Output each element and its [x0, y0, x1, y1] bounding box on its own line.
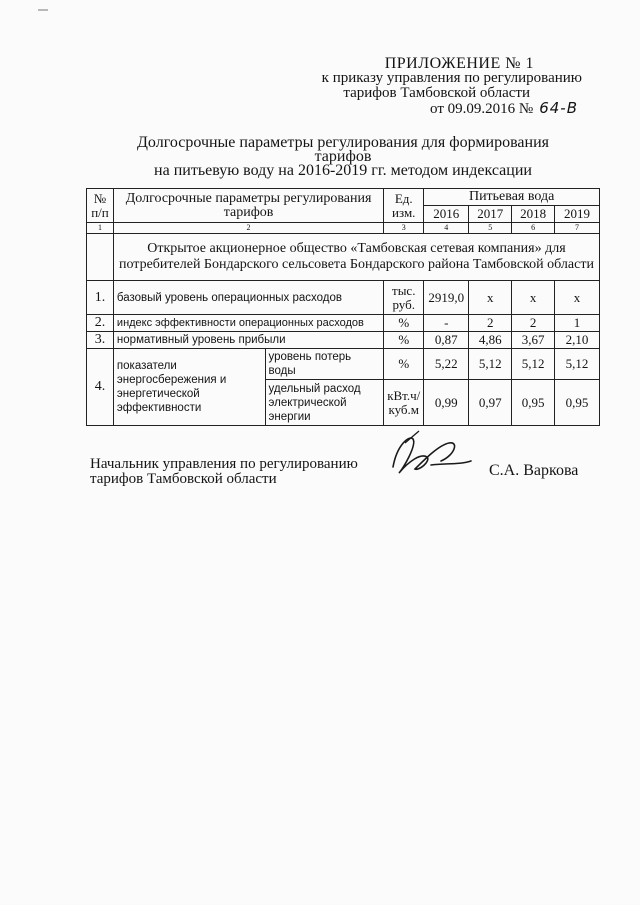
row-unit: % — [384, 349, 424, 380]
column-index: 4 — [424, 223, 469, 234]
column-index: 1 — [87, 223, 114, 234]
row-name: базовый уровень операционных расходов — [113, 281, 383, 315]
header-year-2019: 2019 — [555, 206, 600, 223]
row-num: 4. — [87, 349, 114, 426]
organization-spacer — [87, 234, 114, 281]
row-value: х — [555, 281, 600, 315]
row-value: х — [469, 281, 512, 315]
row-value: 0,97 — [469, 380, 512, 426]
row-value: 0,99 — [424, 380, 469, 426]
row-value: 3,67 — [512, 332, 555, 349]
row-value: 2 — [512, 315, 555, 332]
scan-mark-top — [0, 0, 640, 20]
handwritten-signature — [375, 425, 485, 485]
row-subname: уровень потерь воды — [265, 349, 384, 380]
row-value: 2 — [469, 315, 512, 332]
organization-row — [87, 234, 600, 281]
column-index: 2 — [113, 223, 383, 234]
header-year-2018: 2018 — [512, 206, 555, 223]
row-num: 1. — [87, 281, 114, 315]
column-index: 3 — [384, 223, 424, 234]
header-year-2016: 2016 — [424, 206, 469, 223]
parameters-table — [86, 188, 600, 426]
row-value: 5,12 — [555, 349, 600, 380]
table-row — [87, 332, 600, 349]
signer-name: С.А. Варкова — [489, 462, 579, 479]
appendix-order-ref: к приказу управления по регулированию — [321, 70, 582, 86]
row-unit: % — [384, 332, 424, 349]
organization-name: Открытое акционерное общество «Тамбовская сетевая компания» для потребителей Бондарского сельсовета Бондарского района Тамбовской области — [113, 234, 599, 281]
appendix-title: ПРИЛОЖЕНИЕ № 1 — [384, 55, 534, 72]
row-value: 5,12 — [512, 349, 555, 380]
row-num: 3. — [87, 332, 114, 349]
appendix-authority: тарифов Тамбовской области — [343, 85, 530, 101]
header-year-2017: 2017 — [469, 206, 512, 223]
row-name: индекс эффективности операционных расходов — [113, 315, 383, 332]
row-num: 2. — [87, 315, 114, 332]
column-index: 7 — [555, 223, 600, 234]
row-unit: % — [384, 315, 424, 332]
order-number: 64-В — [539, 99, 578, 117]
row-group-name: показатели энергосбережения и энергетической эффективности — [113, 349, 265, 426]
row-value: - — [424, 315, 469, 332]
row-value: 2,10 — [555, 332, 600, 349]
row-value: 4,86 — [469, 332, 512, 349]
row-unit: кВт.ч/куб.м — [384, 380, 424, 426]
row-value: х — [512, 281, 555, 315]
row-value: 5,22 — [424, 349, 469, 380]
header-row — [87, 189, 600, 206]
header-param: Долгосрочные параметры регулирования тарифов — [113, 189, 383, 223]
table-row — [87, 315, 600, 332]
appendix-date: от 09.09.2016 № — [430, 101, 534, 117]
header-num: № п/п — [87, 189, 114, 223]
row-value: 0,87 — [424, 332, 469, 349]
signature-position-line1: Начальник управления по регулированию — [90, 456, 358, 472]
row-value: 1 — [555, 315, 600, 332]
appendix-date-line — [322, 101, 578, 117]
column-index: 5 — [469, 223, 512, 234]
signature-block — [90, 457, 358, 487]
table-row — [87, 349, 600, 380]
row-name: нормативный уровень прибыли — [113, 332, 383, 349]
row-value: 5,12 — [469, 349, 512, 380]
document-title-line2: на питьевую воду на 2016-2019 гг. методом индексации — [154, 162, 532, 179]
header-drinking-water: Питьевая вода — [424, 189, 600, 206]
row-value: 0,95 — [512, 380, 555, 426]
signature-position-line2: тарифов Тамбовской области — [90, 471, 277, 487]
document-title — [108, 136, 578, 178]
appendix-header — [322, 56, 582, 117]
row-subname: удельный расход электрической энергии — [265, 380, 384, 426]
row-unit: тыс. руб. — [384, 281, 424, 315]
column-index-row — [87, 223, 600, 234]
column-index: 6 — [512, 223, 555, 234]
row-value: 0,95 — [555, 380, 600, 426]
header-unit: Ед. изм. — [384, 189, 424, 223]
table-row — [87, 281, 600, 315]
document-title-line1: Долгосрочные параметры регулирования для формирования тарифов — [137, 134, 549, 165]
row-value: 2919,0 — [424, 281, 469, 315]
